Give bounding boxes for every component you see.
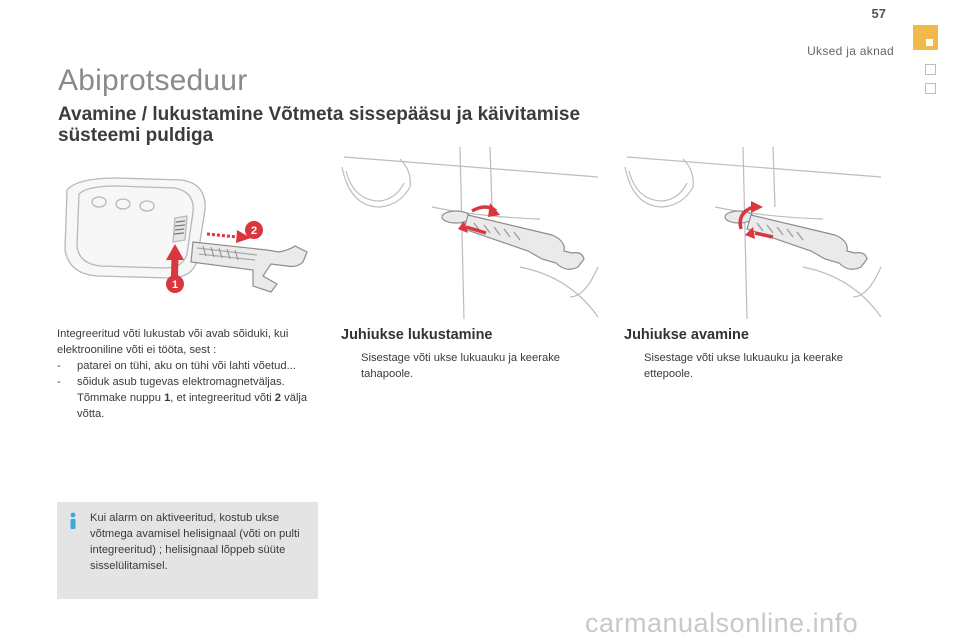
watermark: carmanualsonline.info bbox=[585, 608, 859, 638]
left-column-text bbox=[57, 326, 319, 422]
list-item-text: sõiduk asub tugevas elektromagnetväljas. bbox=[77, 376, 285, 388]
dash-bullet: - bbox=[57, 376, 61, 388]
intro-paragraph: Integreeritud võti lukustab või avab sõiduki, kui elektrooniline võti ei tööta, sest : bbox=[57, 328, 289, 356]
door-unlock-illustration bbox=[623, 147, 885, 319]
dash-bullet: - bbox=[57, 360, 61, 372]
page-number: 57 bbox=[871, 6, 886, 21]
instruction-step bbox=[57, 390, 319, 422]
list-item-text: patarei on tühi, aku on tühi või lahti võetud... bbox=[77, 360, 296, 372]
door-lock-illustration bbox=[340, 147, 602, 319]
list-item bbox=[57, 358, 319, 374]
key-number: 2 bbox=[274, 392, 282, 404]
remote-key-illustration bbox=[57, 150, 319, 320]
lock-instruction-text: Sisestage võti ukse lukuauku ja keerake tahapoole. bbox=[361, 352, 561, 380]
page-title: Abiprotseduur bbox=[58, 64, 248, 97]
info-text: Kui alarm on aktiveeritud, kostub ukse võtmega avamisel helisignaal (võti on pulti integreeritud) ; helisignaal lõppeb süüte sisselülitamisel. bbox=[90, 512, 300, 572]
section-label: Uksed ja aknad bbox=[807, 44, 894, 58]
unlock-instruction bbox=[624, 350, 879, 382]
chapter-tab bbox=[913, 25, 938, 50]
lock-heading: Juhiukse lukustamine bbox=[341, 327, 493, 343]
tab-marker-box bbox=[925, 83, 936, 94]
list-item bbox=[57, 374, 319, 390]
unlock-heading: Juhiukse avamine bbox=[624, 327, 749, 343]
step-text: Tõmmake nuppu 1, et integreeritud võti 2 välja võtta. bbox=[77, 392, 308, 420]
info-icon bbox=[66, 512, 80, 530]
info-box bbox=[57, 502, 318, 599]
button-number: 1 bbox=[164, 392, 171, 404]
callout-2: 2 bbox=[250, 225, 258, 237]
section-subtitle: Avamine / lukustamine Võtmeta sissepääsu ja käivitamise süsteemi puldiga bbox=[58, 104, 581, 146]
lock-instruction bbox=[341, 350, 596, 382]
tab-marker-box bbox=[925, 64, 936, 75]
callout-1: 1 bbox=[171, 279, 179, 291]
unlock-instruction-text: Sisestage võti ukse lukuauku ja keerake ettepoole. bbox=[644, 352, 844, 380]
